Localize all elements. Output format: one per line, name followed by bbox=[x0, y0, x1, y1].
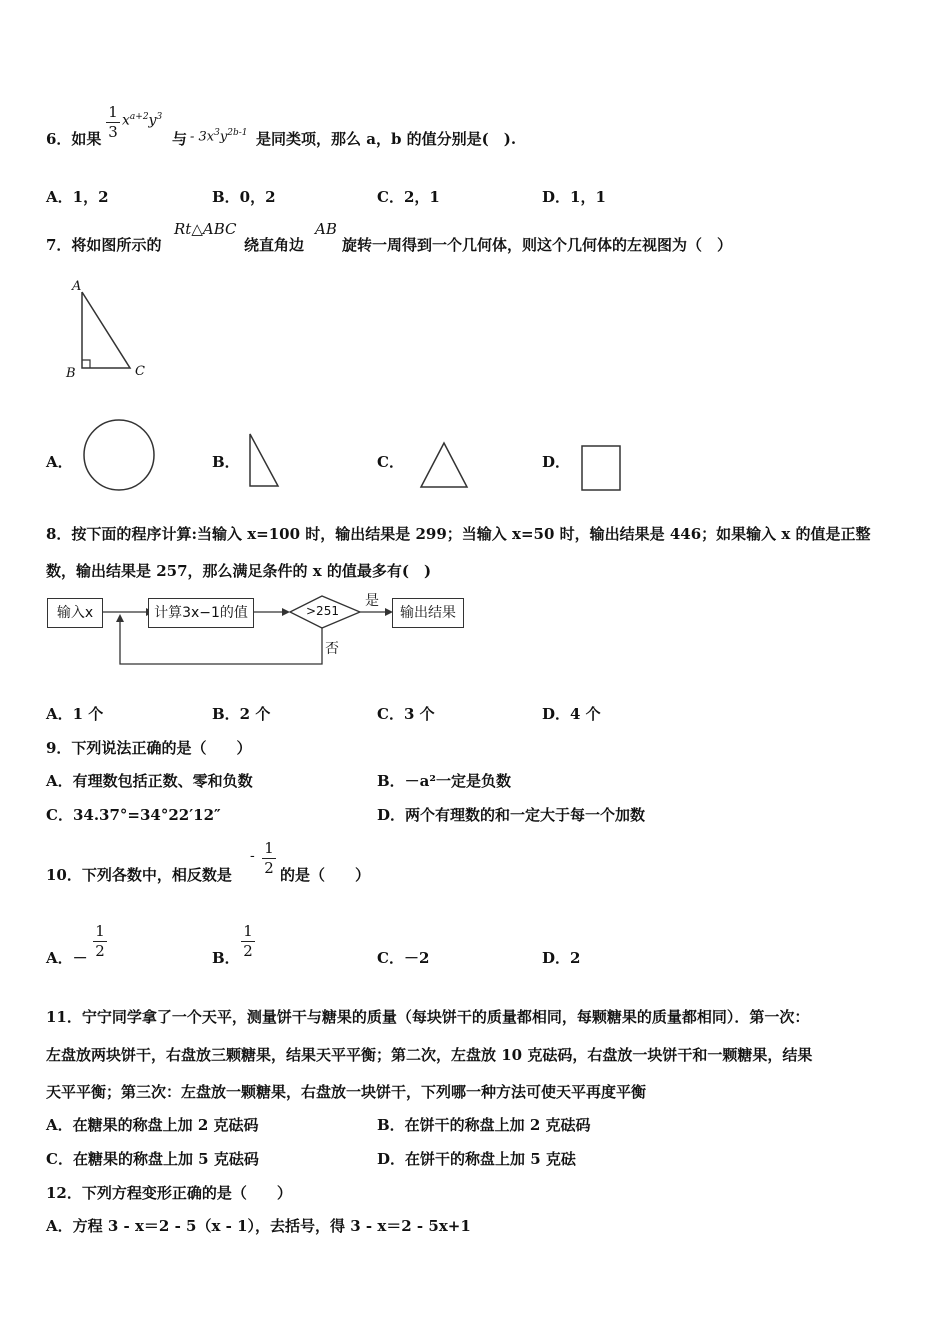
q10-stem-post: 的是（ ） bbox=[280, 866, 371, 884]
q10-option-a-fraction[interactable]: 1 2 bbox=[93, 923, 107, 960]
q6-option-c[interactable]: C．2，1 bbox=[377, 188, 440, 206]
q6-frac-num: 1 bbox=[108, 103, 118, 121]
q9-stem: 9．下列说法正确的是（ ） bbox=[46, 739, 252, 757]
q9-option-a[interactable]: A．有理数包括正数、零和负数 bbox=[46, 772, 253, 790]
q8-flow-no-label: 否 bbox=[325, 641, 339, 657]
q6-with: 与 bbox=[172, 130, 188, 148]
q7-option-c[interactable]: C． bbox=[377, 453, 404, 471]
q11-option-a[interactable]: A．在糖果的称盘上加 2 克砝码 bbox=[46, 1116, 259, 1134]
q7-math-rt-abc: Rt△ABC bbox=[174, 220, 237, 238]
q8-option-a[interactable]: A．1 个 bbox=[46, 705, 104, 723]
q10-option-c[interactable]: C．－2 bbox=[377, 949, 430, 967]
q12-stem: 12．下列方程变形正确的是（ ） bbox=[46, 1184, 292, 1202]
q8-flow-input-box bbox=[47, 598, 103, 628]
q11-option-d[interactable]: D．在饼干的称盘上加 5 克砝 bbox=[377, 1150, 576, 1168]
q8-option-b[interactable]: B．2 个 bbox=[212, 705, 271, 723]
q7-option-a-circle[interactable] bbox=[82, 418, 158, 494]
q8-line2: 数，输出结果是 257，那么满足条件的 x 的值最多有( ) bbox=[46, 562, 432, 580]
q8-option-c[interactable]: C．3 个 bbox=[377, 705, 435, 723]
q7-label-c: C bbox=[135, 364, 145, 379]
q6-term1: $x^{a+2}y^3$ bbox=[122, 112, 163, 129]
q7-math-ab: AB bbox=[315, 220, 337, 238]
q11-option-b[interactable]: B．在饼干的称盘上加 2 克砝码 bbox=[377, 1116, 591, 1134]
q7-option-d-square[interactable] bbox=[580, 444, 624, 492]
q7-option-b[interactable]: B． bbox=[212, 453, 240, 471]
q8-flow-compute-box bbox=[148, 598, 254, 628]
q11-line2: 左盘放两块饼干，右盘放三颗糖果，结果天平平衡；第二次，左盘放 10 克砝码，右盘放一块饼干和一颗糖果，结果 bbox=[46, 1046, 813, 1064]
q6-fraction bbox=[106, 104, 120, 141]
q8-flow-output-box bbox=[392, 598, 464, 628]
q8-flow-output-label: 输出结果 bbox=[400, 605, 456, 621]
q6-option-d[interactable]: D．1，1 bbox=[542, 188, 606, 206]
q10-frac-den: 2 bbox=[264, 859, 274, 877]
q7-option-b-right-triangle[interactable] bbox=[246, 432, 282, 490]
q9-option-b[interactable]: B．－a²一定是负数 bbox=[377, 772, 511, 790]
q6-option-a[interactable]: A．1，2 bbox=[46, 188, 109, 206]
q6-frac-den: 3 bbox=[108, 123, 118, 141]
q7-option-d[interactable]: D． bbox=[542, 453, 571, 471]
q6-tail: 是同类项，那么 a，b 的值分别是( ). bbox=[256, 130, 517, 148]
q7-tail: 旋转一周得到一个几何体，则这个几何体的左视图为（ ） bbox=[342, 236, 733, 254]
q10-stem-fraction bbox=[262, 840, 276, 877]
q7-label-b: B bbox=[66, 366, 76, 381]
q10-stem-pre: 10．下列各数中，相反数是 bbox=[46, 866, 232, 884]
q10-frac-num: 1 bbox=[264, 839, 274, 857]
q11-option-c[interactable]: C．在糖果的称盘上加 5 克砝码 bbox=[46, 1150, 259, 1168]
q7-option-a[interactable]: A． bbox=[46, 453, 73, 471]
q6-term2: - $3x^3y^{2b-1}$ bbox=[190, 128, 248, 145]
q10-option-b-fraction[interactable]: 1 2 bbox=[241, 923, 255, 960]
q8-flow-yes-label: 是 bbox=[365, 593, 379, 609]
q7-mid: 绕直角边 bbox=[244, 236, 305, 254]
q10-option-a[interactable]: A．－ bbox=[46, 949, 88, 967]
q12-option-a[interactable]: A．方程 3 - x＝2 - 5（x - 1），去括号，得 3 - x＝2 - 5x+1 bbox=[46, 1217, 471, 1235]
q9-option-c[interactable]: C．34.37°=34°22′12″ bbox=[46, 806, 221, 824]
q8-flow-input-label: 输入x bbox=[56, 605, 94, 621]
q8-flow-check-label: >251 bbox=[306, 604, 339, 618]
q7-label-a: A bbox=[72, 279, 82, 294]
q8-line1: 8．按下面的程序计算:当输入 x=100 时，输出结果是 299；当输入 x=50 时，输出结果是 446；如果输入 x 的值是正整 bbox=[46, 525, 871, 543]
q11-line3: 天平平衡；第三次：左盘放一颗糖果，右盘放一块饼干，下列哪一种方法可使天平再度平衡 bbox=[46, 1083, 647, 1101]
q7-number: 7．将如图所示的 bbox=[46, 236, 162, 254]
q8-option-d[interactable]: D．4 个 bbox=[542, 705, 601, 723]
q7-option-c-isosceles-triangle[interactable] bbox=[418, 440, 470, 490]
q10-option-d[interactable]: D．2 bbox=[542, 949, 581, 967]
q10-option-b[interactable]: B． bbox=[212, 949, 240, 967]
q9-option-d[interactable]: D．两个有理数的和一定大于每一个加数 bbox=[377, 806, 646, 824]
q6-option-b[interactable]: B．0，2 bbox=[212, 188, 276, 206]
q10-stem-sign: - bbox=[250, 848, 255, 864]
q8-flow-compute-label: 计算3x−1的值 bbox=[154, 605, 248, 621]
q6-number: 6．如果 bbox=[46, 130, 102, 148]
q11-line1: 11．宁宁同学拿了一个天平，测量饼干与糖果的质量（每块饼干的质量都相同，每颗糖果的质量都相同）．第一次： bbox=[46, 1008, 810, 1026]
